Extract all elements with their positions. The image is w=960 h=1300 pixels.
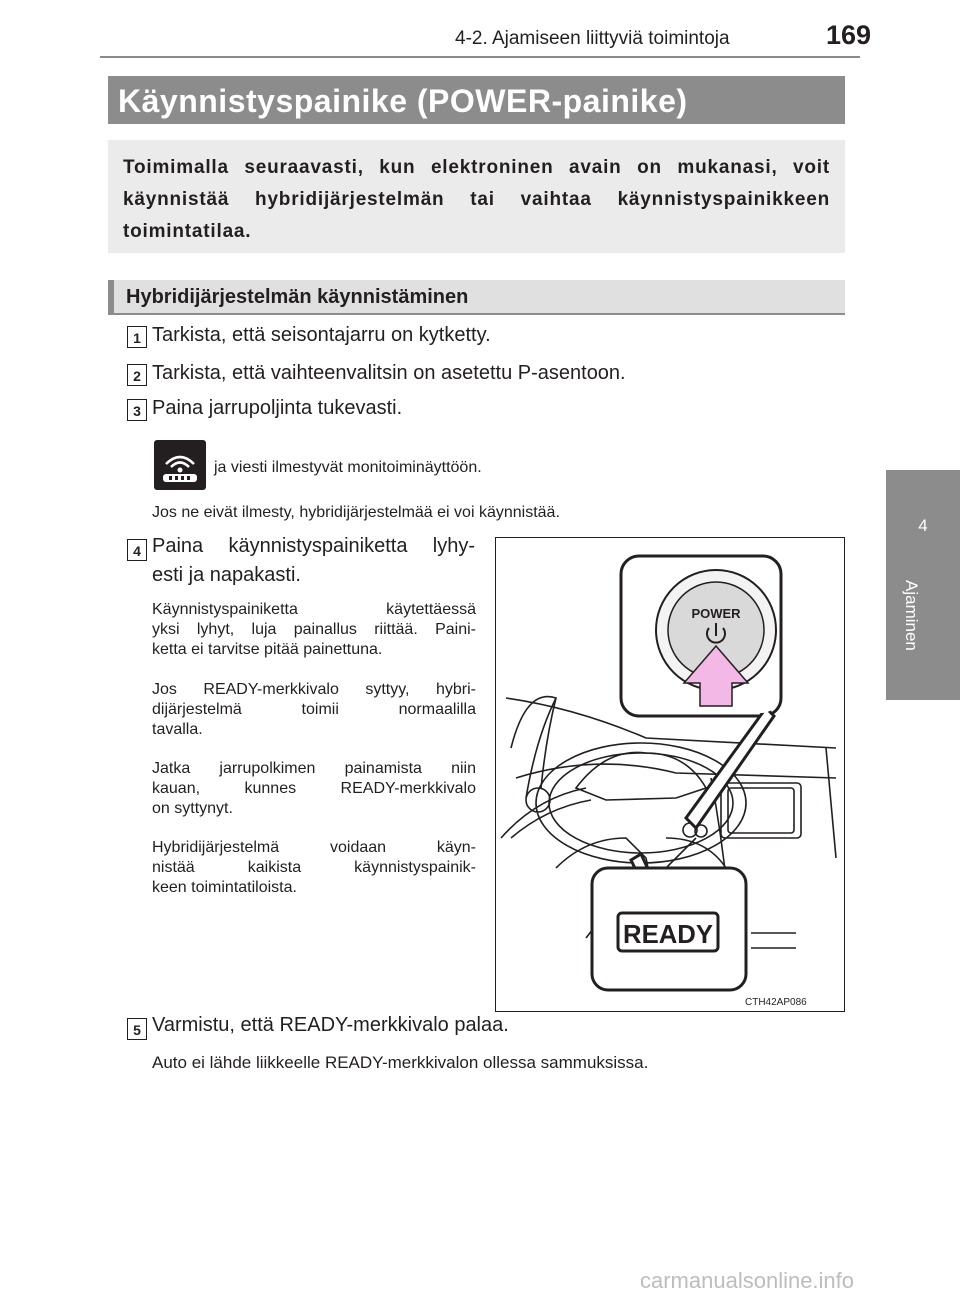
page-title: Käynnistyspainike (POWER-painike) — [118, 83, 688, 119]
illustration-code: CTH42AP086 — [745, 997, 807, 1008]
chapter-label: Ajaminen — [902, 580, 921, 651]
step3-icon-text: ja viesti ilmestyvät monitoiminäyttöön. — [214, 459, 482, 476]
step-text-5: Varmistu, että READY-merkkivalo palaa. — [152, 1014, 509, 1036]
step4-note-2: Jos READY-merkkivalo syttyy, hybri- dijärjestelmä toimii normaalilla tavalla. — [152, 681, 476, 738]
subheading: Hybridijärjestelmän käynnistäminen — [126, 286, 469, 308]
step-number-4: 4 — [127, 539, 147, 561]
running-header-section: 4-2. Ajamiseen liittyviä toimintoja — [455, 28, 730, 49]
hybrid-start-indicator-icon — [154, 440, 206, 490]
step-text-3: Paina jarrupoljinta tukevasti. — [152, 397, 403, 419]
step-number-5: 5 — [127, 1018, 147, 1040]
chapter-number: 4 — [918, 516, 928, 535]
step4-note-1: Käynnistyspainiketta käytettäessä yksi lyhyt, luja painallus riittää. Paini- ketta ei tarvitse pitää painettuna. — [152, 601, 476, 658]
subheading-underline — [108, 313, 845, 315]
intro-text: Toimimalla seuraavasti, kun elektroninen avain on mukanasi, voit käynnistää hybridijärjestelmän tai vaihtaa käynnistyspainikkeen toimintatilaa. — [123, 157, 830, 242]
step5-note: Auto ei lähde liikkeelle READY-merkkivalon ollessa sammuksissa. — [152, 1053, 649, 1072]
dashboard-drawing — [496, 538, 844, 1011]
step-number-3: 3 — [127, 399, 147, 421]
step3-note: Jos ne eivät ilmesty, hybridijärjestelmää ei voi käynnistää. — [152, 504, 560, 521]
step4-note-3: Jatka jarrupolkimen painamista niin kauan, kunnes READY-merkkivalo on syttynyt. — [152, 760, 476, 817]
step-text-4-line1: Paina käynnistyspainiketta lyhy- — [152, 535, 475, 557]
dashboard-illustration — [495, 537, 845, 1012]
step4-note-4: Hybridijärjestelmä voidaan käyn- nistää kaikista käynnistyspainik- keen toimintatiloista. — [152, 839, 476, 896]
header-rule — [100, 56, 860, 58]
step-text-1: Tarkista, että seisontajarru on kytketty. — [152, 324, 491, 346]
step-number-1: 1 — [127, 326, 147, 348]
step-number-2: 2 — [127, 364, 147, 386]
ready-indicator-label: READY — [623, 919, 713, 949]
power-button-label: POWER — [691, 606, 741, 621]
step-text-4-line2: esti ja napakasti. — [152, 564, 301, 586]
step-text-2: Tarkista, että vaihteenvalitsin on asetettu P-asentoon. — [152, 362, 626, 384]
page-number: 169 — [826, 20, 872, 50]
watermark-text: carmanualsonline.info — [640, 1268, 855, 1293]
